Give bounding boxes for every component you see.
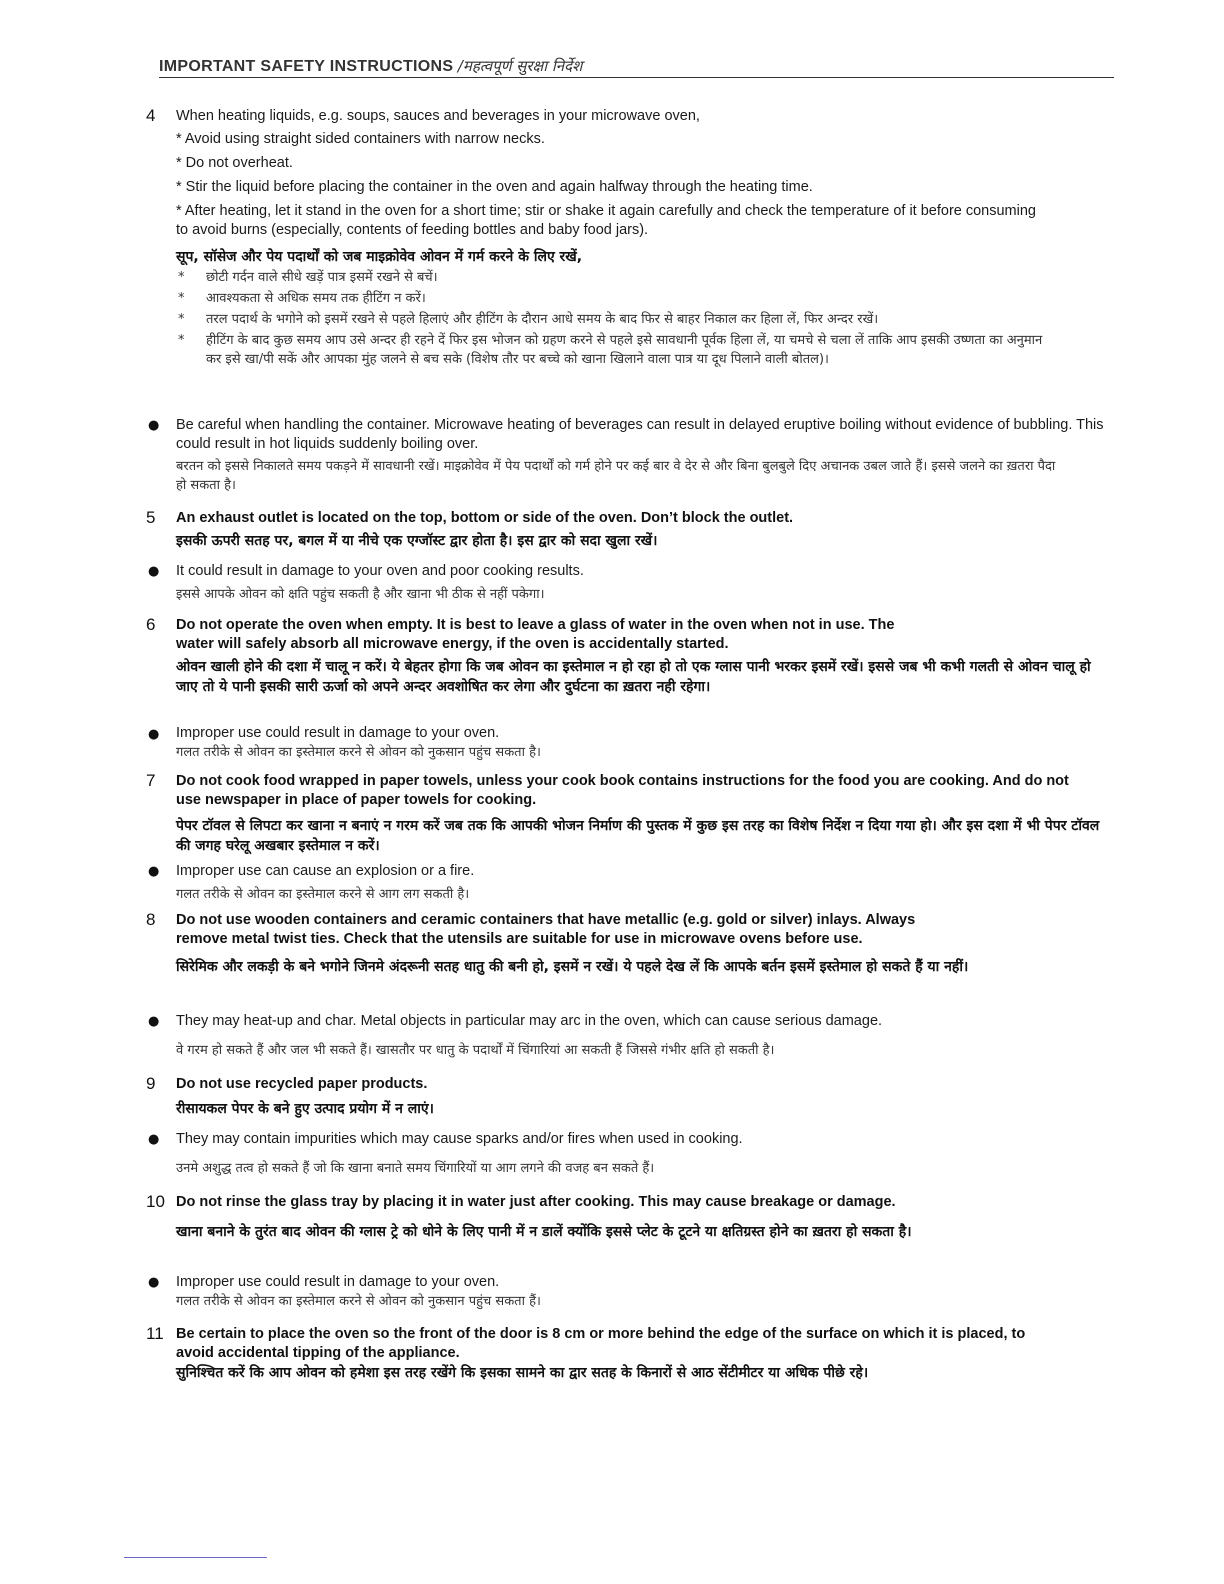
item-9-en: Do not use recycled paper products. [176, 1076, 428, 1092]
item-8-note [176, 1012, 1111, 1060]
item-9-note-hi: उनमे अशुद्ध तत्व हो सकते हैं जो कि खाना बनाते समय चिंगारियों या आग लगने की वजह बन सकते हैं। [176, 1161, 655, 1176]
item-10-note [176, 1273, 1111, 1311]
item-9-note-en: They may contain impurities which may cause sparks and/or fires when used in cooking. [176, 1131, 743, 1147]
item-8-hi: सिरेमिक और लकड़ी के बने भगोने जिनमे अंदरूनी सतह धातु की बनी हो, इसमें न रखें। ये पहले देख लें कि आपके बर्तन इसमें इस्तेमाल हो सकते हैं या नहीं। [176, 959, 969, 975]
item-5-note [176, 562, 1111, 604]
item-11-hi: सुनिश्चित करें कि आप ओवन को हमेशा इस तरह रखेंगे कि इसका सामने का द्वार सतह के किनारों से आठ सेंटीमीटर या अधिक पीछे रहे। [176, 1365, 869, 1381]
item-8-note-en: They may heat-up and char. Metal objects in particular may arc in the oven, which can cause serious damage. [176, 1013, 883, 1029]
item-10 [176, 1193, 1111, 1242]
star-marker: * [178, 333, 185, 348]
item-4-hindi [176, 247, 1111, 369]
bullet: ● [148, 727, 160, 742]
item-4-en-point: * After heating, let it stand in the oven for a short time; stir or shake it again carefully and check the temperature of it before consuming to avoid burns (especially, contents of feeding bottles and baby food jars). [176, 203, 1036, 238]
item-4-hi-point: * हीटिंग के बाद कुछ समय आप उसे अन्दर ही रहने दें फिर इस भोजन को ग्रहण करने से पहले इसे सावधानी पूर्वक हिला लें, या चमचे से चला लें ताकि आप इसकी उष्णता का अनुमान कर इसे खा/पी सकें और आपका मुंह जलने से बच सके (विशेष तौर पर बच्चे को खाना खिलाने वाला पात्र या दूध पिलाने वाली बोतल)। [178, 333, 1043, 367]
item-4-en-point: * Stir the liquid before placing the container in the oven and again halfway through the heating time. [176, 179, 813, 195]
page-header [159, 56, 1114, 78]
item-7-note [176, 862, 1111, 904]
item-9-note [176, 1130, 1111, 1178]
item-number-9: 9 [146, 1074, 156, 1093]
item-10-hi: खाना बनाने के तुरंत बाद ओवन की ग्लास ट्रे को धोने के लिए पानी में न डालें क्योंकि इससे प्लेट के टूटने या क्षतिग्रस्त होने का ख़तरा हो सकता है। [176, 1224, 912, 1240]
bullet: ● [148, 1014, 160, 1029]
item-5 [176, 509, 1111, 551]
item-number-8: 8 [146, 910, 156, 929]
item-7 [176, 772, 1111, 856]
bullet: ● [148, 1132, 160, 1147]
item-number-10: 10 [146, 1192, 165, 1211]
item-5-note-en: It could result in damage to your oven and poor cooking results. [176, 563, 584, 579]
bullet: ● [148, 1275, 160, 1290]
item-7-note-hi: गलत तरीके से ओवन का इस्तेमाल करने से आग लग सकती है। [176, 887, 470, 902]
item-9-hi: रीसायकल पेपर के बने हुए उत्पाद प्रयोग में न लाएं। [176, 1101, 434, 1117]
item-4-intro: When heating liquids, e.g. soups, sauces and beverages in your microwave oven, [176, 108, 700, 124]
item-9 [176, 1075, 1111, 1119]
item-7-note-en: Improper use can cause an explosion or a fire. [176, 863, 475, 879]
item-number-11: 11 [146, 1324, 164, 1343]
bullet: ● [148, 864, 160, 879]
item-6-note-en: Improper use could result in damage to your oven. [176, 725, 500, 741]
star-marker: * [178, 291, 185, 306]
item-4-hi-point: * आवश्यकता से अधिक समय तक हीटिंग न करें। [178, 291, 426, 306]
item-5-hi: इसकी ऊपरी सतह पर, बगल में या नीचे एक एग्जॉस्ट द्वार होता है। इस द्वार को सदा खुला रखें। [176, 533, 658, 549]
item-8-note-hi: वे गरम हो सकते हैं और जल भी सकते हैं। खासतौर पर धातु के पदार्थों में चिंगारियां आ सकती हैं जिससे गंभीर क्षति हो सकती है। [176, 1043, 775, 1058]
item-4-hi-intro: सूप, सॉसेज और पेय पदार्थों को जब माइक्रोवेव ओवन में गर्म करने के लिए रखें, [176, 249, 583, 265]
item-5-note-hi: इससे आपके ओवन को क्षति पहुंच सकती है और खाना भी ठीक से नहीं पकेगा। [176, 587, 545, 602]
footer-divider [124, 1557, 267, 1558]
item-6 [176, 616, 1111, 697]
star-marker: * [178, 312, 185, 327]
item-number-6: 6 [146, 615, 156, 634]
item-6-en: Do not operate the oven when empty. It is best to leave a glass of water in the oven when not in use. The water will safely absorb all microwave energy, if the oven is accidentally started. [176, 617, 895, 652]
item-6-note [176, 724, 1111, 762]
item-4 [176, 107, 1111, 245]
item-10-note-hi: गलत तरीके से ओवन का इस्तेमाल करने से ओवन को नुकसान पहुंच सकता हैं। [176, 1294, 541, 1309]
item-4-hi-point: * तरल पदार्थ के भगोने को इसमें रखने से पहले हिलाएं और हीटिंग के दौरान आधे समय के बाद फिर से बाहर निकाल कर हिला लें, फिर अन्दर रखें। [178, 312, 879, 327]
item-4-note [176, 416, 1111, 495]
bullet: ● [148, 564, 160, 579]
item-4-hi-point: * छोटी गर्दन वाले सीधे खड़ें पात्र इसमें रखने से बचें। [178, 270, 438, 285]
item-8-en: Do not use wooden containers and ceramic containers that have metallic (e.g. gold or silver) inlays. Always remove metal twist ties. Check that the utensils are suitable for use in microwave ovens before use. [176, 912, 916, 947]
item-10-en: Do not rinse the glass tray by placing it in water just after cooking. This may cause breakage or damage. [176, 1194, 896, 1210]
item-6-hi: ओवन खाली होने की दशा में चालू न करें। ये बेहतर होगा कि जब ओवन का इस्तेमाल न हो रहा हो तो एक ग्लास पानी भरकर इसमें रखें। इससे जब भी कभी गलती से ओवन चालू हो जाए तो ये पानी इसकी सारी ऊर्जा को अपने अन्दर अवशोषित कर लेगा और दुर्घटना का ख़तरा नही रहेगा। [176, 659, 1091, 695]
header-title-en: IMPORTANT SAFETY INSTRUCTIONS [159, 58, 454, 75]
item-number-4: 4 [146, 106, 156, 125]
item-11 [176, 1325, 1111, 1383]
item-4-en-point: * Avoid using straight sided containers with narrow necks. [176, 131, 545, 147]
item-4-note-hi: बरतन को इससे निकालते समय पकड़ने में सावधानी रखें। माइक्रोवेव में पेय पदार्थों को गर्म होने पर कई बार वे देर से और बिना बुलबुले दिए अचानक उबल जाते हैं। इससे जलने का ख़तरा पैदा हो सकता है। [176, 459, 1056, 493]
item-7-en: Do not cook food wrapped in paper towels, unless your cook book contains instructions for the food you are cooking. And do not use newspaper in place of paper towels for cooking. [176, 773, 1069, 808]
item-6-note-hi: गलत तरीके से ओवन का इस्तेमाल करने से ओवन को नुकसान पहुंच सकता है। [176, 745, 541, 760]
item-8 [176, 911, 1111, 977]
header-title-hi: /महत्वपूर्ण सुरक्षा निर्देश [457, 57, 583, 75]
bullet: ● [148, 418, 160, 433]
item-5-en: An exhaust outlet is located on the top, bottom or side of the oven. Don’t block the outlet. [176, 510, 794, 526]
item-number-5: 5 [146, 508, 156, 527]
item-10-note-en: Improper use could result in damage to your oven. [176, 1274, 500, 1290]
item-7-hi: पेपर टॉवल से लिपटा कर खाना न बनाएं न गरम करें जब तक कि आपकी भोजन निर्माण की पुस्तक में कुछ इस तरह का विशेष निर्देश न दिया गया हो। और इस दशा में भी पेपर टॉवल की जगह घरेलू अखबार इस्तेमाल न करें। [176, 818, 1100, 854]
item-4-note-en: Be careful when handling the container. Microwave heating of beverages can result in delayed eruptive boiling without evidence of bubbling. This could result in hot liquids suddenly boiling over. [176, 417, 1104, 452]
item-11-en: Be certain to place the oven so the front of the door is 8 cm or more behind the edge of the surface on which it is placed, to avoid accidental tipping of the appliance. [176, 1326, 1026, 1361]
item-4-en-point: * Do not overheat. [176, 155, 293, 171]
star-marker: * [178, 270, 185, 285]
item-number-7: 7 [146, 771, 156, 790]
